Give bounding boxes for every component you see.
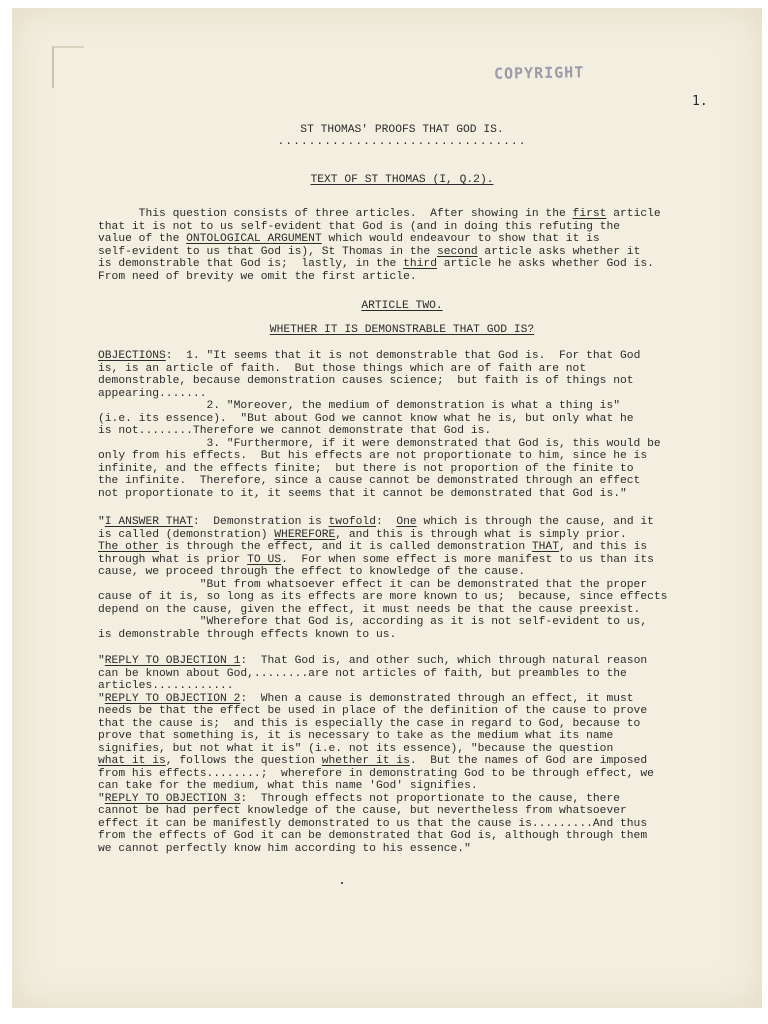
section-subtitle: TEXT OF ST THOMAS (I, Q.2). bbox=[310, 174, 494, 186]
text-line bbox=[98, 400, 758, 413]
underlined-text: I ANSWER THAT bbox=[104, 516, 193, 528]
text-run: "Wherefore that God is, according as it is not self-evident to us, bbox=[98, 616, 648, 628]
text-run: we cannot perfectly know him according to his essence." bbox=[98, 842, 471, 855]
article-heading: ARTICLE TWO. bbox=[361, 300, 443, 312]
text-run: is, is an article of faith. But those things which are of faith are not bbox=[98, 362, 587, 375]
underlined-text: third bbox=[403, 258, 437, 270]
text-line bbox=[98, 818, 758, 831]
footer-mark: · bbox=[337, 876, 347, 892]
text-run: article asks whether it bbox=[477, 245, 641, 258]
text-run: from the effects of God it can be demonstrated that God is, although through them bbox=[98, 830, 648, 842]
text-line bbox=[98, 755, 758, 768]
text-run: " bbox=[98, 516, 105, 528]
text-run: articles............ bbox=[98, 680, 234, 692]
text-run: only from his effects. But his effects are not proportionate to him, since he is bbox=[98, 450, 648, 462]
text-line bbox=[98, 830, 758, 843]
document-page bbox=[12, 8, 762, 1008]
text-run: article bbox=[606, 208, 661, 220]
text-run: 3. "Furthermore, if it were demonstrated that God is, this would be bbox=[98, 437, 661, 450]
underlined-text: whether it is bbox=[321, 755, 410, 767]
text-run: self-evident to us that God is), St Thomas in the bbox=[98, 245, 437, 258]
underlined-text: REPLY TO OBJECTION 1 bbox=[104, 655, 241, 667]
text-line bbox=[98, 743, 758, 756]
text-run: demonstrable, because demonstration causes science; but faith is of things not bbox=[98, 375, 634, 387]
torn-corner bbox=[52, 46, 84, 88]
title-dots: ................................ bbox=[277, 136, 527, 148]
text-run: which is through the cause, and it bbox=[416, 516, 654, 528]
text-run: " bbox=[98, 655, 105, 667]
text-run: . But the names of God are imposed bbox=[409, 755, 648, 767]
text-line bbox=[98, 475, 758, 488]
text-run: effect it can be manifestly demonstrated to us that the cause is.........And thus bbox=[98, 817, 648, 830]
text-line bbox=[98, 529, 758, 542]
text-line bbox=[98, 271, 758, 284]
text-run: is demonstrable that God is; lastly, in the bbox=[98, 258, 404, 270]
text-line bbox=[98, 629, 758, 642]
text-run: can take for the medium, what this name 'God' signifies. bbox=[98, 780, 478, 792]
text-line bbox=[98, 221, 758, 234]
underlined-text: One bbox=[396, 516, 417, 528]
text-line bbox=[98, 425, 758, 438]
text-line bbox=[98, 693, 758, 706]
text-run: : That God is, and other such, which through natural reason bbox=[240, 655, 648, 667]
underlined-text: twofold bbox=[328, 516, 376, 528]
text-line bbox=[98, 363, 758, 376]
text-run: is through the effect, and it is called demonstration bbox=[159, 541, 532, 553]
text-line bbox=[98, 233, 758, 246]
text-run: needs be that the effect be used in place of the definition of the cause to prove bbox=[98, 705, 648, 717]
text-line bbox=[98, 680, 758, 693]
text-line bbox=[98, 768, 758, 781]
text-line bbox=[98, 591, 758, 604]
text-run: prove that something is, it is necessary to take as the medium what its name bbox=[98, 730, 614, 742]
text-run: value of the bbox=[98, 233, 187, 245]
text-line bbox=[98, 616, 758, 629]
question-heading: WHETHER IT IS DEMONSTRABLE THAT GOD IS? bbox=[269, 324, 535, 336]
underlined-text: TO US bbox=[247, 553, 282, 566]
underlined-text: WHEREFORE bbox=[274, 528, 336, 541]
text-run: depend on the cause, given the effect, it must needs be that the cause preexist. bbox=[98, 603, 641, 616]
text-run: , and this is through what is simply prior. bbox=[335, 528, 627, 541]
underlined-text: ONTOLOGICAL ARGUMENT bbox=[186, 233, 322, 245]
objections-section bbox=[98, 350, 758, 500]
text-line bbox=[98, 388, 758, 401]
text-run: article he asks whether God is. bbox=[436, 258, 654, 270]
text-line bbox=[98, 516, 758, 529]
text-line bbox=[98, 705, 758, 718]
text-line bbox=[98, 668, 758, 681]
text-line bbox=[98, 579, 758, 592]
text-run: , and this is bbox=[559, 541, 648, 553]
underlined-text: what it is bbox=[98, 755, 166, 767]
underlined-text: THAT bbox=[531, 541, 559, 553]
text-line bbox=[98, 554, 758, 567]
text-line bbox=[98, 604, 758, 617]
text-run: : Demonstration is bbox=[192, 516, 329, 528]
underlined-text: OBJECTIONS bbox=[98, 350, 166, 362]
text-run: that the cause is; and this is especially the case in regard to God, because to bbox=[98, 717, 641, 730]
text-line bbox=[98, 208, 758, 221]
underlined-text: REPLY TO OBJECTION 2 bbox=[104, 692, 241, 705]
text-run: signifies, but not what it is" (i.e. not its essence), "because the question bbox=[98, 742, 614, 755]
text-line bbox=[98, 780, 758, 793]
text-run: From need of brevity we omit the first article. bbox=[98, 270, 417, 283]
text-line bbox=[98, 375, 758, 388]
text-line bbox=[98, 246, 758, 259]
text-run: . For when some effect is more manifest to us than its bbox=[281, 553, 654, 566]
text-line bbox=[98, 655, 758, 668]
text-line bbox=[98, 718, 758, 731]
text-line bbox=[98, 413, 758, 426]
underlined-text: REPLY TO OBJECTION 3 bbox=[104, 792, 241, 805]
underlined-text: The other bbox=[98, 541, 160, 553]
text-run: : When a cause is demonstrated through an effect, it must bbox=[240, 692, 634, 705]
text-run: appearing....... bbox=[98, 387, 207, 400]
underlined-text: second bbox=[436, 245, 478, 258]
copyright-stamp: COPYRIGHT bbox=[493, 63, 585, 83]
text-run: : Through effects not proportionate to the cause, there bbox=[240, 792, 621, 805]
text-run: is called (demonstration) bbox=[98, 528, 275, 541]
underlined-text: first bbox=[572, 208, 607, 220]
text-run: This question consists of three articles. After showing in the bbox=[98, 208, 573, 220]
text-run: , follows the question bbox=[165, 755, 322, 767]
text-line bbox=[98, 843, 758, 856]
text-line bbox=[98, 350, 758, 363]
text-run: through what is prior bbox=[98, 553, 248, 566]
text-line bbox=[98, 450, 758, 463]
text-run: the infinite. Therefore, since a cause cannot be demonstrated through an effect bbox=[98, 475, 641, 487]
document-title: ST THOMAS' PROOFS THAT GOD IS. bbox=[300, 124, 504, 136]
text-run: not proportionate to it, it seems that it cannot be demonstrated that God is." bbox=[98, 487, 627, 500]
text-run: cannot be had perfect knowledge of the cause, but nevertheless from whatsoever bbox=[98, 805, 627, 817]
text-line bbox=[98, 258, 758, 271]
text-run: cause of it is, so long as its effects are more known to us; because, since effects bbox=[98, 591, 668, 603]
intro-paragraph bbox=[98, 208, 758, 283]
text-run: 2. "Moreover, the medium of demonstration is what a thing is" bbox=[98, 400, 621, 412]
text-run: cause, we proceed through the effect to knowledge of the cause. bbox=[98, 566, 526, 578]
text-run: " bbox=[98, 692, 105, 705]
text-line bbox=[98, 463, 758, 476]
text-run: which would endeavour to show that it is bbox=[321, 233, 600, 245]
text-run: is not........Therefore we cannot demonstrate that God is. bbox=[98, 425, 492, 437]
text-run: (i.e. its essence). "But about God we cannot know what he is, but only what he bbox=[98, 412, 634, 425]
text-line bbox=[98, 805, 758, 818]
text-line bbox=[98, 566, 758, 579]
text-line bbox=[98, 541, 758, 554]
text-line bbox=[98, 793, 758, 806]
text-run: : 1. "It seems that it is not demonstrable that God is. For that God bbox=[165, 350, 641, 362]
text-run: can be known about God,........are not articles of faith, but preambles to the bbox=[98, 667, 627, 680]
answer-section bbox=[98, 516, 758, 641]
text-run: is demonstrable through effects known to us. bbox=[98, 628, 397, 641]
text-run: from his effects........; wherefore in demonstrating God to be through effect, we bbox=[98, 767, 654, 780]
replies-section bbox=[98, 655, 758, 855]
text-line bbox=[98, 488, 758, 501]
text-run: " bbox=[98, 792, 105, 805]
page-number: 1. bbox=[692, 94, 708, 109]
text-run: : bbox=[375, 516, 397, 528]
text-line bbox=[98, 730, 758, 743]
text-run: "But from whatsoever effect it can be demonstrated that the proper bbox=[98, 578, 648, 591]
text-run: infinite, and the effects finite; but there is not proportion of the finite to bbox=[98, 462, 634, 475]
text-run: that it is not to us self-evident that God is (and in doing this refuting the bbox=[98, 220, 621, 233]
text-line bbox=[98, 438, 758, 451]
